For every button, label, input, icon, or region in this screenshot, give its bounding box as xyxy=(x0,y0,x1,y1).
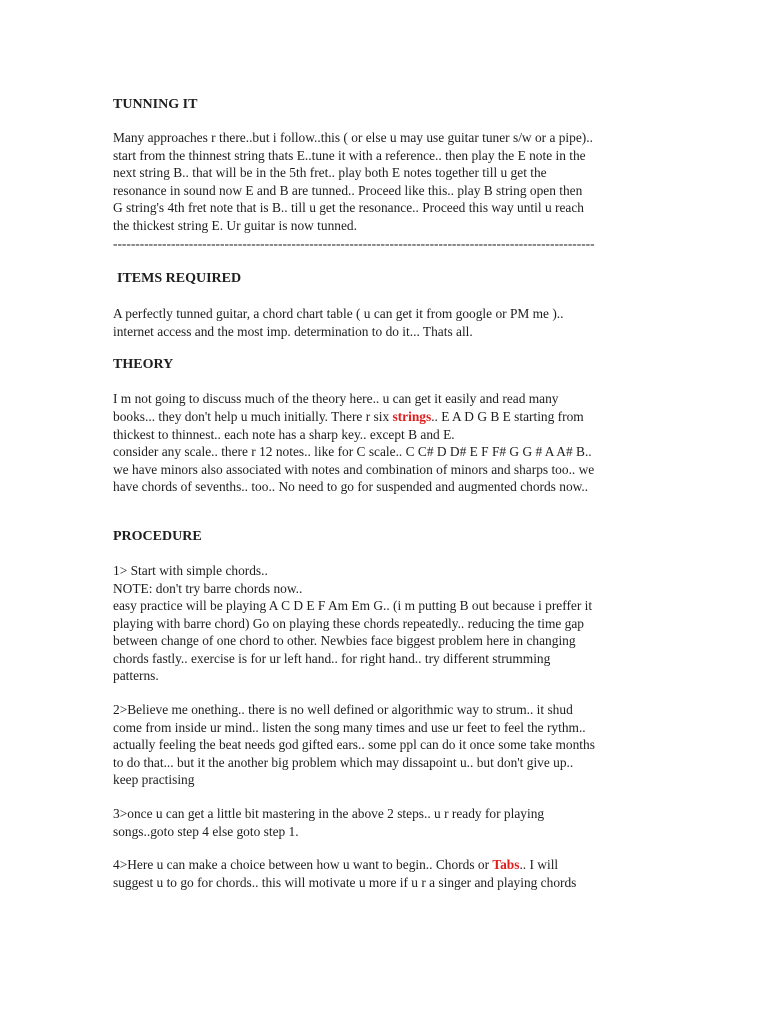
text-line: A perfectly tunned guitar, a chord chart table ( u can get it from google or PM me ).. xyxy=(113,306,564,322)
text-fragment: books... they don't help u much initially. There r six xyxy=(113,408,393,424)
highlight-tabs: Tabs xyxy=(492,857,520,873)
section-heading-procedure: PROCEDURE xyxy=(113,528,202,544)
text-line: suggest u to go for chords.. this will motivate u more if u r a singer and playing chords xyxy=(113,874,577,890)
text-line: thickest to thinnest.. each note has a sharp key.. except B and E. xyxy=(113,426,455,442)
dashed-divider: ------------------------------------------------------------------------------------------------------------ xyxy=(113,235,595,251)
tuning-paragraph xyxy=(113,129,753,252)
text-line: 1> Start with simple chords.. xyxy=(113,562,268,578)
text-line: the thickest string E. Ur guitar is now tunned. xyxy=(113,217,357,233)
text-line: between change of one chord to other. Newbies face biggest problem here in changing xyxy=(113,633,576,649)
text-line: consider any scale.. there r 12 notes.. like for C scale.. C C# D D# E F F# G G # A A# B.. xyxy=(113,444,592,460)
text-line: actually feeling the beat needs god gifted ears.. some ppl can do it once some take months xyxy=(113,737,595,753)
text-line: resonance in sound now E and B are tunned.. Proceed like this.. play B string open then xyxy=(113,182,583,198)
text-line: easy practice will be playing A C D E F Am Em G.. (i m putting B out because i preffer it xyxy=(113,598,593,614)
text-line: start from the thinnest string thats E..tune it with a reference.. then play the E note in the xyxy=(113,147,586,163)
text-line: next string B.. that will be in the 5th fret.. play both E notes together till u get the xyxy=(113,165,547,181)
theory-paragraph xyxy=(113,390,753,496)
text-line: NOTE: don't try barre chords now.. xyxy=(113,580,303,596)
text-fragment: 4>Here u can make a choice between how u want to begin.. Chords or xyxy=(113,857,493,873)
text-line: come from inside ur mind.. listen the song many times and use ur feet to feel the rythm.. xyxy=(113,719,586,735)
text-line: 3>once u can get a little bit mastering in the above 2 steps.. u r ready for playing xyxy=(113,806,545,822)
section-heading-items: ITEMS REQUIRED xyxy=(117,271,242,287)
text-line: to do that... but it the another big problem which may dissapoint u.. but don't give up.. xyxy=(113,754,574,770)
section-heading-theory: THEORY xyxy=(113,357,174,373)
text-fragment: .. I will xyxy=(519,857,559,873)
text-line: we have minors also associated with notes and combination of minors and sharps too.. we xyxy=(113,461,595,477)
text-line: G string's 4th fret note that is B.. till u get the resonance.. Proceed this way until u reach xyxy=(113,200,584,216)
text-line xyxy=(113,856,753,874)
text-line: Many approaches r there..but i follow..this ( or else u may use guitar tuner s/w or a pipe).. xyxy=(113,130,593,145)
text-line: playing with barre chord) Go on playing these chords repeatedly.. reducing the time gap xyxy=(113,615,584,631)
text-line: 2>Believe me onething.. there is no well defined or algorithmic way to strum.. it shud xyxy=(113,702,573,718)
text-fragment: .. E A D G B E starting from xyxy=(431,408,584,424)
text-line: have chords of sevenths.. too.. No need to go for suspended and augmented chords now.. xyxy=(113,479,589,495)
text-line: keep practising xyxy=(113,772,195,788)
text-line xyxy=(113,408,753,426)
text-line: patterns. xyxy=(113,668,159,684)
procedure-step-3 xyxy=(113,805,753,840)
text-line: chords fastly.. exercise is for ur left hand.. for right hand.. try different strumming xyxy=(113,650,551,666)
procedure-step-2 xyxy=(113,701,753,789)
procedure-step-1 xyxy=(113,562,753,685)
highlight-strings: strings xyxy=(392,408,432,424)
items-paragraph xyxy=(113,305,753,340)
text-line: I m not going to discuss much of the theory here.. u can get it easily and read many xyxy=(113,391,559,407)
text-line: internet access and the most imp. determination to do it... Thats all. xyxy=(113,323,473,339)
section-heading-tuning: TUNNING IT xyxy=(113,97,198,112)
text-line: songs..goto step 4 else goto step 1. xyxy=(113,823,299,839)
document-page xyxy=(113,96,753,891)
procedure-step-4 xyxy=(113,856,753,891)
